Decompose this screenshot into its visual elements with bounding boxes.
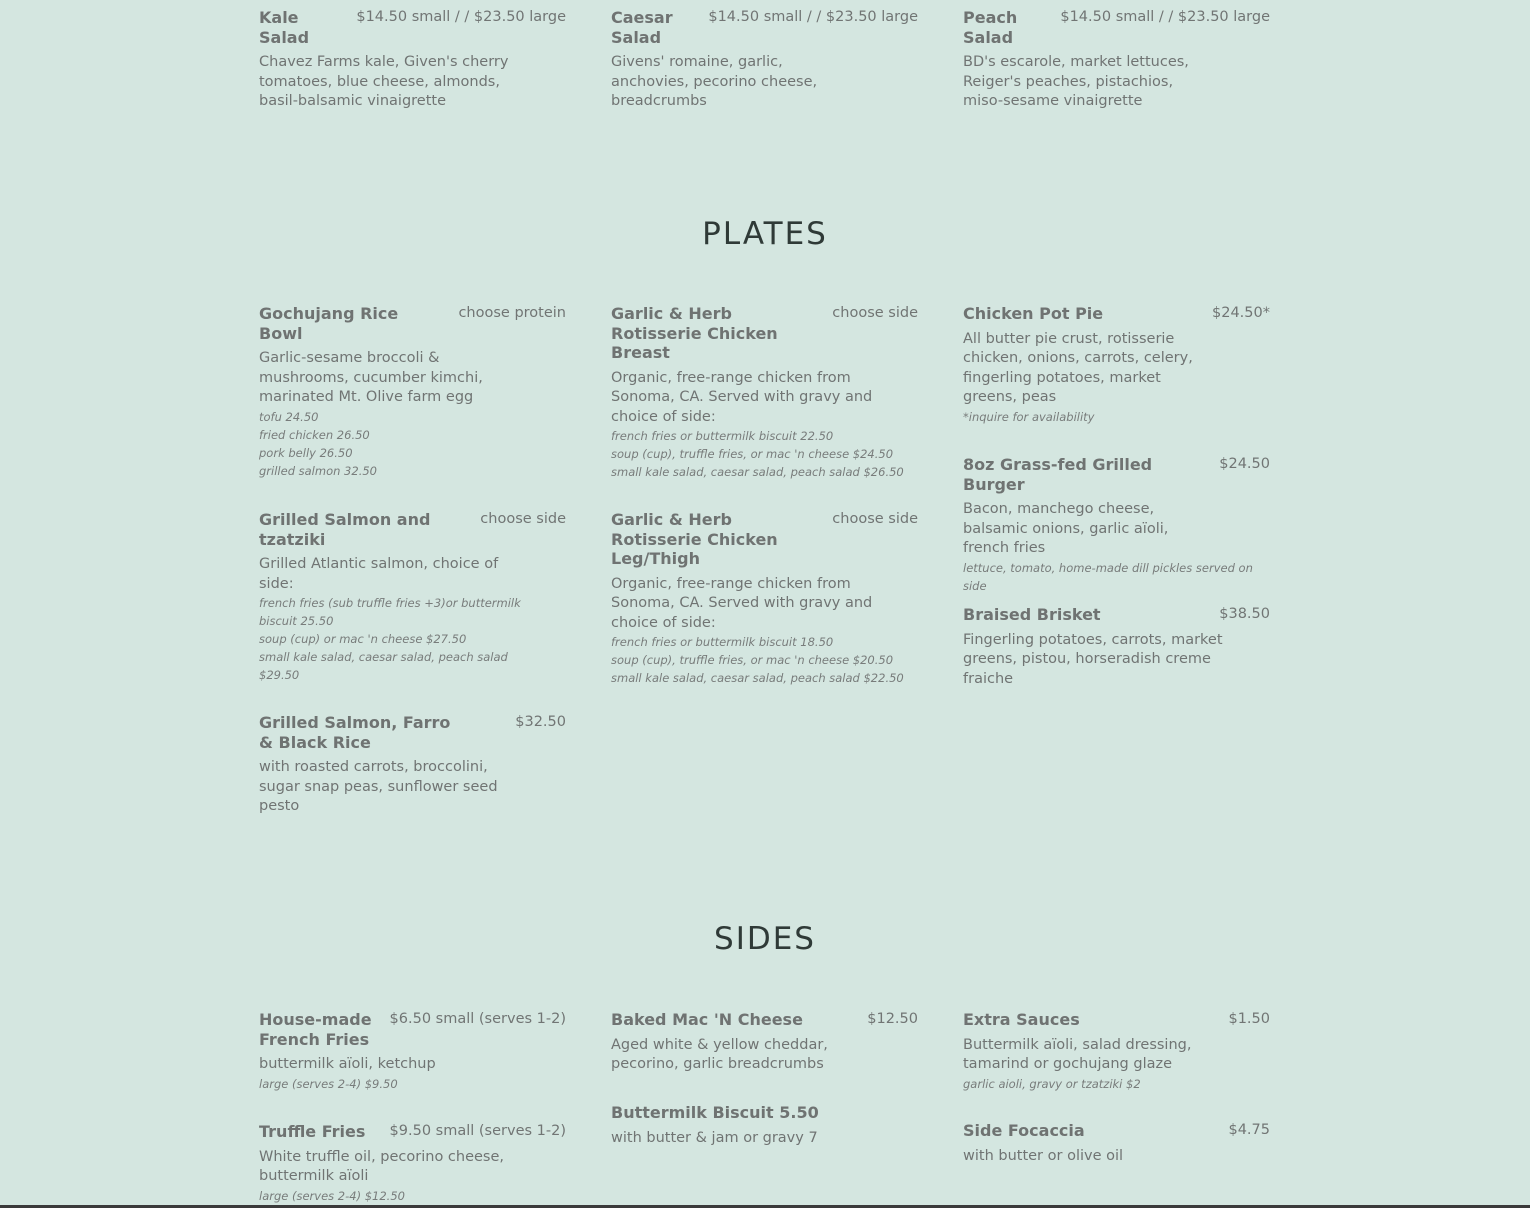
menu-item-note: french fries (sub truffle fries +3)or buttermilk biscuit 25.50 xyxy=(259,596,521,628)
menu-item xyxy=(611,304,918,510)
menu-item-header xyxy=(963,1121,1270,1141)
menu-item xyxy=(963,8,1270,112)
menu-item-header xyxy=(963,455,1270,494)
menu-item-description: with roasted carrots, broccolini, sugar snap peas, sunflower seed pesto xyxy=(259,759,498,814)
section-title-plates: PLATES xyxy=(702,216,828,252)
menu-item-notes xyxy=(611,427,911,481)
sides-column-3 xyxy=(963,1010,1270,1205)
menu-item-note: soup (cup), truffle fries, or mac 'n cheese $24.50 xyxy=(611,447,894,461)
menu-item-price: choose side xyxy=(832,511,918,527)
menu-item xyxy=(963,455,1270,605)
menu-item-name: Braised Brisket xyxy=(963,605,1101,624)
menu-item-note: soup (cup), truffle fries, or mac 'n cheese $20.50 xyxy=(611,653,894,667)
sides-column-2 xyxy=(611,1010,918,1205)
salads-column-1 xyxy=(259,8,566,112)
menu-item-note: *inquire for availability xyxy=(963,409,1095,424)
menu-item-notes xyxy=(259,1187,566,1205)
menu-item xyxy=(611,510,918,687)
menu-item-notes xyxy=(963,559,1263,595)
menu-item xyxy=(259,8,566,112)
menu-item-name: Garlic & Herb Rotisserie Chicken Breast xyxy=(611,304,778,362)
menu-item-note: large (serves 2-4) $12.50 xyxy=(259,1188,405,1203)
menu-item-name: Extra Sauces xyxy=(963,1010,1080,1029)
menu-item-header xyxy=(963,605,1270,625)
menu-item-price: choose side xyxy=(832,305,918,321)
menu-item-name: Caesar Salad xyxy=(611,8,673,47)
menu-item-header xyxy=(259,1122,566,1142)
menu-item-note: tofu 24.50 xyxy=(259,409,319,424)
menu-item-description: Organic, free-range chicken from Sonoma, CA. Served with gravy and choice of side: xyxy=(611,369,873,425)
menu-item-price: $14.50 small / / $23.50 large xyxy=(356,9,566,25)
menu-item xyxy=(611,1010,918,1103)
menu-item xyxy=(259,304,566,510)
menu-item-header xyxy=(259,510,566,549)
menu-item-name: Grilled Salmon and tzatziki xyxy=(259,510,431,549)
menu-item-name: Truffle Fries xyxy=(259,1122,366,1141)
menu-item-name: Baked Mac 'N Cheese xyxy=(611,1010,803,1029)
menu-item-price: $14.50 small / / $23.50 large xyxy=(1060,9,1270,25)
plates-column-1 xyxy=(259,304,566,817)
menu-item-price: $32.50 xyxy=(515,714,566,730)
menu-item-description: Fingerling potatoes, carrots, market greens, pistou, horseradish creme fraiche xyxy=(963,631,1223,687)
menu-item-price: $4.75 xyxy=(1228,1122,1270,1138)
menu-item-notes xyxy=(611,633,911,687)
menu-item-header xyxy=(611,510,918,569)
menu-item xyxy=(611,8,918,112)
menu-item-header xyxy=(259,8,566,47)
menu-item-price: $6.50 small (serves 1-2) xyxy=(389,1011,566,1027)
menu-item-description: White truffle oil, pecorino cheese, buttermilk aïoli xyxy=(259,1148,505,1184)
menu-item-price: $12.50 xyxy=(867,1011,918,1027)
menu-item-description: Grilled Atlantic salmon, choice of side: xyxy=(259,556,499,592)
menu-item-description: Garlic-sesame broccoli & mushrooms, cucumber kimchi, marinated Mt. Olive farm egg xyxy=(259,350,483,405)
menu-item-price: $38.50 xyxy=(1219,606,1270,622)
menu-item-description: Aged white & yellow cheddar, pecorino, garlic breadcrumbs xyxy=(611,1036,828,1072)
menu-item-name: Garlic & Herb Rotisserie Chicken Leg/Thigh xyxy=(611,510,778,568)
menu-item xyxy=(963,1121,1270,1166)
menu-item xyxy=(259,1122,566,1205)
menu-item-price: choose side xyxy=(480,511,566,527)
menu-item-note: small kale salad, caesar salad, peach salad $22.50 xyxy=(611,671,904,685)
plates-grid xyxy=(259,304,1271,817)
salads-column-3 xyxy=(963,8,1270,112)
menu-item-notes xyxy=(963,1075,1270,1093)
menu-item xyxy=(611,1103,918,1148)
plates-column-3 xyxy=(963,304,1270,817)
menu-item-price: $14.50 small / / $23.50 large xyxy=(708,9,918,25)
menu-item-header xyxy=(259,1010,566,1049)
menu-item-header xyxy=(611,1103,918,1123)
menu-item xyxy=(259,713,566,817)
plates-column-2 xyxy=(611,304,918,817)
menu-item-notes xyxy=(259,1075,566,1093)
menu-item-notes xyxy=(259,408,566,480)
menu-item-description: Givens' romaine, garlic, anchovies, pecorino cheese, breadcrumbs xyxy=(611,54,818,109)
menu-item-notes xyxy=(259,594,539,684)
menu-item-description: BD's escarole, market lettuces, Reiger's peaches, pistachios, miso-sesame vinaigrette xyxy=(963,54,1189,109)
menu-item-note: french fries or buttermilk biscuit 18.50 xyxy=(611,635,834,649)
menu-item-name: Side Focaccia xyxy=(963,1121,1085,1140)
menu-item-description: Chavez Farms kale, Given's cherry tomatoes, blue cheese, almonds, basil-balsamic vinaigrette xyxy=(259,54,509,109)
menu-item xyxy=(963,1010,1270,1121)
menu-item-header xyxy=(259,713,566,752)
menu-item-header xyxy=(963,8,1270,47)
menu-item-name: Kale Salad xyxy=(259,8,310,47)
menu-item xyxy=(259,1010,566,1122)
menu-item-header xyxy=(963,1010,1270,1030)
menu-item xyxy=(259,510,566,713)
menu-item-header xyxy=(259,304,566,343)
menu-item-header xyxy=(611,304,918,363)
menu-item-name: House-made French Fries xyxy=(259,1010,372,1049)
menu-item-header xyxy=(611,8,918,47)
menu-item-note: large (serves 2-4) $9.50 xyxy=(259,1076,398,1091)
menu-item-header xyxy=(963,304,1270,324)
menu-item-name: 8oz Grass-fed Grilled Burger xyxy=(963,455,1153,494)
salads-column-2 xyxy=(611,8,918,112)
salads-grid xyxy=(259,8,1271,112)
menu-item-price: choose protein xyxy=(458,305,566,321)
sides-grid xyxy=(259,1010,1271,1205)
menu-item-description: with butter or olive oil xyxy=(963,1147,1124,1164)
menu-item-note: lettuce, tomato, home-made dill pickles served on side xyxy=(963,560,1253,593)
menu-item-name: Grilled Salmon, Farro & Black Rice xyxy=(259,713,451,752)
menu-item xyxy=(963,304,1270,455)
menu-item-note: french fries or buttermilk biscuit 22.50 xyxy=(611,429,834,443)
menu-item-name: Peach Salad xyxy=(963,8,1018,47)
menu-item-price: $24.50* xyxy=(1212,305,1270,321)
section-title-sides: SIDES xyxy=(714,921,816,957)
menu-item-note: soup (cup) or mac 'n cheese $27.50 xyxy=(259,632,467,646)
menu-item-description: Bacon, manchego cheese, balsamic onions, garlic aïoli, french fries xyxy=(963,501,1169,556)
menu-item-note: fried chicken 26.50 xyxy=(259,427,370,442)
menu-item xyxy=(963,605,1270,689)
menu-item-name: Buttermilk Biscuit 5.50 xyxy=(611,1103,819,1122)
menu-item-price: $9.50 small (serves 1-2) xyxy=(389,1123,566,1139)
menu-item-header xyxy=(611,1010,918,1030)
menu-item-description: with butter & jam or gravy 7 xyxy=(611,1129,818,1146)
menu-item-note: grilled salmon 32.50 xyxy=(259,463,377,478)
menu-item-description: All butter pie crust, rotisserie chicken, onions, carrots, celery, fingerling potatoes, market greens, peas xyxy=(963,330,1193,405)
sides-column-1 xyxy=(259,1010,566,1205)
menu-item-description: buttermilk aïoli, ketchup xyxy=(259,1056,436,1072)
menu-item-note: garlic aioli, gravy or tzatziki $2 xyxy=(963,1076,1141,1091)
menu-item-price: $24.50 xyxy=(1219,456,1270,472)
menu-item-note: small kale salad, caesar salad, peach salad $26.50 xyxy=(611,465,904,479)
menu-item-price: $1.50 xyxy=(1228,1011,1270,1027)
menu-item-note: small kale salad, caesar salad, peach salad $29.50 xyxy=(259,650,508,682)
menu-item-name: Chicken Pot Pie xyxy=(963,304,1104,323)
menu-item-name: Gochujang Rice Bowl xyxy=(259,304,399,343)
menu-item-description: Organic, free-range chicken from Sonoma, CA. Served with gravy and choice of side: xyxy=(611,575,873,631)
menu-item-note: pork belly 26.50 xyxy=(259,445,353,460)
menu-item-description: Buttermilk aïoli, salad dressing, tamarind or gochujang glaze xyxy=(963,1036,1192,1072)
menu-item-notes xyxy=(963,408,1270,426)
